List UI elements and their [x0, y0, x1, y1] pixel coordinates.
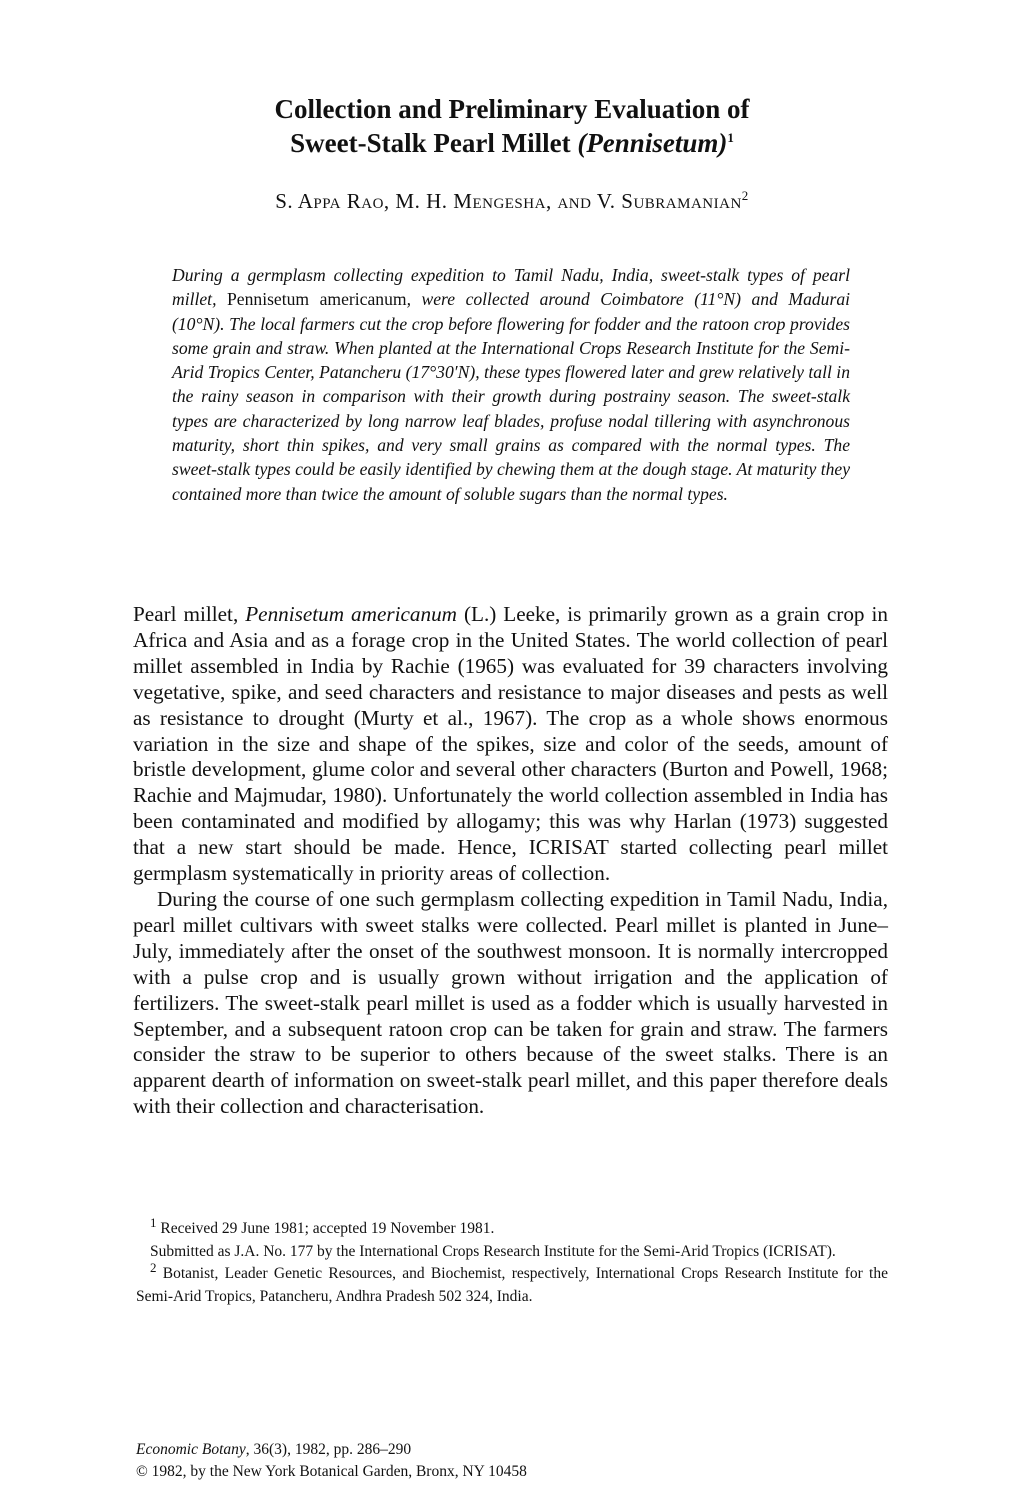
author-list — [0, 189, 1024, 214]
abstract-part-2: , were collected around Coimbatore (11°N) and Madurai (10°N). The local farmers cut the crop before flowering for fodder and the ratoon crop provides some grain and straw. When planted at the International Crops Research Institute for the Semi-Arid Tropics Center, Patancheru (17°30′N), these types flowered later and grew relatively tall in the rainy season in comparison with their growth during postrainy season. The sweet-stalk types are characterized by long narrow leaf blades, profuse nodal tillering with asynchronous maturity, short thin spikes, and very small grains as compared with the normal types. The sweet-stalk types could be easily identified by chewing them at the dough stage. At maturity they contained more than twice the amount of soluble sugars than the normal types. — [172, 289, 850, 504]
title-genus: (Pennisetum) — [577, 128, 728, 158]
title-line-2 — [0, 126, 1024, 160]
footnote-2-text: Botanist, Leader Genetic Resources, and Biochemist, respectively, International Crops Research Institute for the Semi-Arid Tropics, Patancheru, Andhra Pradesh 502 324, India. — [136, 1265, 888, 1305]
footnote-1-submission: Submitted as J.A. No. 177 by the International Crops Research Institute for the Semi-Arid Tropics (ICRISAT). — [150, 1242, 836, 1260]
footnote-2-mark: 2 — [150, 1259, 157, 1275]
title-line-2-text: Sweet-Stalk Pearl Millet — [290, 128, 578, 158]
journal-info — [136, 1439, 527, 1483]
body-text — [133, 602, 888, 1120]
abstract-part-1: During a germplasm collecting expedition to Tamil Nadu, India, sweet-stalk types of pearl millet, — [172, 265, 850, 310]
authors-footnote-mark: 2 — [741, 188, 749, 203]
body-p1-species: Pennisetum americanum — [245, 602, 457, 626]
footnote-2 — [136, 1259, 888, 1308]
title-footnote-mark: 1 — [727, 130, 734, 145]
journal-volume-pages: , 36(3), 1982, pp. 286–290 — [245, 1441, 412, 1458]
title-line-1: Collection and Preliminary Evaluation of — [274, 94, 750, 124]
journal-citation — [136, 1439, 527, 1461]
footnote-1 — [136, 1214, 888, 1241]
abstract — [172, 263, 850, 506]
footnote-1-text: Received 29 June 1981; accepted 19 November 1981. — [156, 1220, 495, 1237]
copyright-line: © 1982, by the New York Botanical Garden, Bronx, NY 10458 — [136, 1463, 527, 1480]
body-paragraph-1 — [133, 602, 888, 887]
footnotes — [136, 1214, 888, 1308]
body-p1-rest: (L.) Leeke, is primarily grown as a grain crop in Africa and Asia and as a forage crop in the United States. The world collection of pearl millet assembled in India by Rachie (1965) was evaluated for 39 characters involving vegetative, spike, and seed characters and resistance to major diseases and pests as well as resistance to drought (Murty et al., 1967). The crop as a whole shows enormous variation in the size and shape of the spikes, size and color of the seeds, amount of bristle development, glume color and several other characters (Burton and Powell, 1968; Rachie and Majmudar, 1980). Unfortunately the world collection assembled in India has been contaminated and modified by allogamy; this was why Harlan (1973) suggested that a new start should be made. Hence, ICRISAT started collecting pearl millet germplasm systematically in priority areas of collection. — [133, 602, 888, 886]
abstract-species: Pennisetum americanum — [227, 289, 407, 310]
authors-text: S. Appa Rao, M. H. Mengesha, and V. Subramanian — [275, 189, 742, 213]
body-paragraph-2: During the course of one such germplasm collecting expedition in Tamil Nadu, India, pearl millet cultivars with sweet stalks were collected. Pearl millet is planted in June–July, immediately after the onset of the southwest monsoon. It is normally intercropped with a pulse crop and is usually grown without irrigation and the application of fertilizers. The sweet-stalk pearl millet is used as a fodder which is usually harvested in September, and a subsequent ratoon crop can be taken for grain and straw. The farmers consider the straw to be superior to others because of the sweet stalks. There is an apparent dearth of information on sweet-stalk pearl millet, and this paper therefore deals with their collection and characterisation. — [133, 886, 888, 1119]
footnote-1-mark: 1 — [150, 1214, 157, 1230]
body-p1-start: Pearl millet, — [133, 602, 246, 626]
paper-title — [0, 92, 1024, 160]
journal-name: Economic Botany — [136, 1441, 246, 1458]
